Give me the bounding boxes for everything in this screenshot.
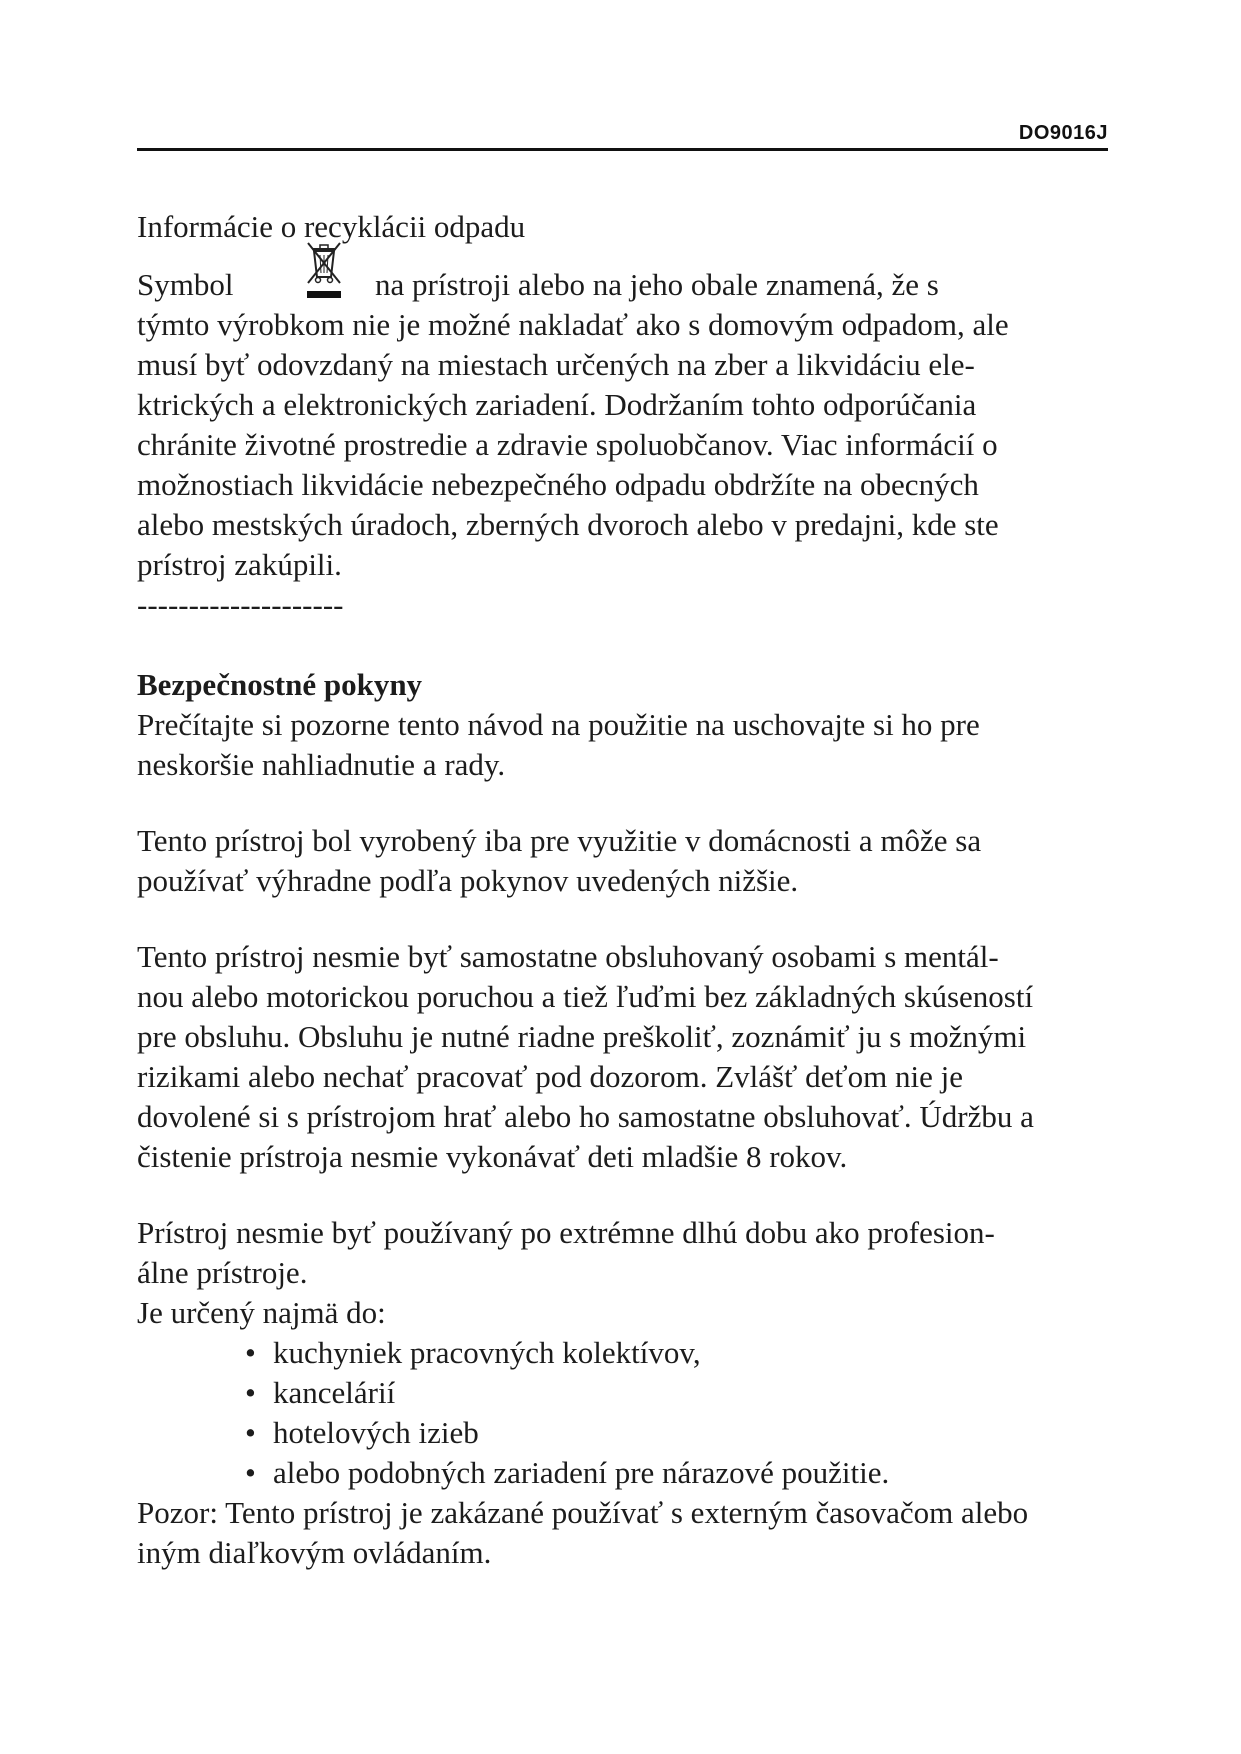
recycling-paragraph — [137, 305, 1117, 585]
list-item — [245, 1373, 1117, 1413]
text-line: čistenie prístroja nesmie vykonávať deti mladšie 8 rokov. — [137, 1139, 848, 1174]
text-line: Tento prístroj nesmie byť samostatne obsluhovaný osobami s mentál- — [137, 939, 999, 974]
text-line: chránite životné prostredie a zdravie spoluobčanov. Viac informácií o — [137, 427, 998, 462]
text-line: pre obsluhu. Obsluhu je nutné riadne preškoliť, zoznámiť ju s možnými — [137, 1019, 1027, 1054]
text-line: prístroj zakúpili. — [137, 547, 342, 582]
text-line: nou alebo motorickou poruchou a tiež ľuďmi bez základných skúseností — [137, 979, 1034, 1014]
text-line: alebo mestských úradoch, zberných dvoroch alebo v predajni, kde ste — [137, 507, 999, 542]
list-item — [245, 1413, 1117, 1453]
symbol-description: na prístroji alebo na jeho obale znamená, že s — [375, 267, 939, 302]
symbol-row — [137, 253, 1117, 305]
document-code: DO9016J — [1018, 122, 1108, 144]
bullet-icon: • — [245, 1375, 256, 1410]
text-line: Pozor: Tento prístroj je zakázané používať s externým časovačom alebo — [137, 1495, 1029, 1530]
text-line: Je určený najmä do: — [137, 1295, 386, 1330]
text-line: iným diaľkovým ovládaním. — [137, 1535, 492, 1570]
text-line: ktrických a elektronických zariadení. Dodržaním tohto odporúčania — [137, 387, 977, 422]
bullet-icon: • — [245, 1415, 256, 1450]
list-item — [245, 1453, 1117, 1493]
warning-paragraph — [137, 1493, 1117, 1573]
list-item-text: kancelárií — [273, 1375, 396, 1410]
bullet-icon: • — [245, 1455, 256, 1490]
header-rule — [137, 148, 1108, 151]
spacer — [137, 625, 1117, 665]
text-line: možnostiach likvidácie nebezpečného odpadu obdržíte na obecných — [137, 467, 979, 502]
text-line: Tento prístroj bol vyrobený iba pre využitie v domácnosti a môže sa — [137, 823, 982, 858]
text-line: týmto výrobkom nie je možné nakladať ako s domovým odpadom, ale — [137, 307, 1009, 342]
list-item-text: kuchyniek pracovných kolektívov, — [273, 1335, 701, 1370]
list-item — [245, 1333, 1117, 1373]
spacer — [137, 1177, 1117, 1213]
text-line: álne prístroje. — [137, 1255, 308, 1290]
symbol-word: Symbol — [137, 267, 234, 302]
recycling-title: Informácie o recyklácii odpadu — [137, 209, 526, 244]
text-line: dovolené si s prístrojom hrať alebo ho samostatne obsluhovať. Údržbu a — [137, 1099, 1034, 1134]
page-content — [137, 207, 1117, 1573]
text-line: Prístroj nesmie byť používaný po extrémne dlhú dobu ako profesion- — [137, 1215, 995, 1250]
usage-list — [137, 1333, 1117, 1493]
spacer — [137, 901, 1117, 937]
section-divider: -------------------- — [137, 587, 344, 622]
text-line: používať výhradne podľa pokynov uvedených nižšie. — [137, 863, 799, 898]
crossed-out-wheelie-bin-icon — [299, 239, 347, 307]
list-item-text: hotelových izieb — [273, 1415, 479, 1450]
text-line: Prečítajte si pozorne tento návod na použitie na uschovajte si ho pre — [137, 707, 980, 742]
text-line: musí byť odovzdaný na miestach určených na zber a likvidáciu ele- — [137, 347, 975, 382]
safety-paragraph-3 — [137, 937, 1117, 1177]
bullet-icon: • — [245, 1335, 256, 1370]
safety-paragraph-2 — [137, 821, 1117, 901]
text-line: rizikami alebo nechať pracovať pod dozorom. Zvlášť deťom nie je — [137, 1059, 963, 1094]
spacer — [137, 785, 1117, 821]
list-item-text: alebo podobných zariadení pre nárazové použitie. — [273, 1455, 890, 1490]
safety-paragraph-1 — [137, 705, 1117, 785]
safety-paragraph-4 — [137, 1213, 1117, 1333]
safety-heading: Bezpečnostné pokyny — [137, 667, 423, 702]
text-line: neskoršie nahliadnutie a rady. — [137, 747, 506, 782]
